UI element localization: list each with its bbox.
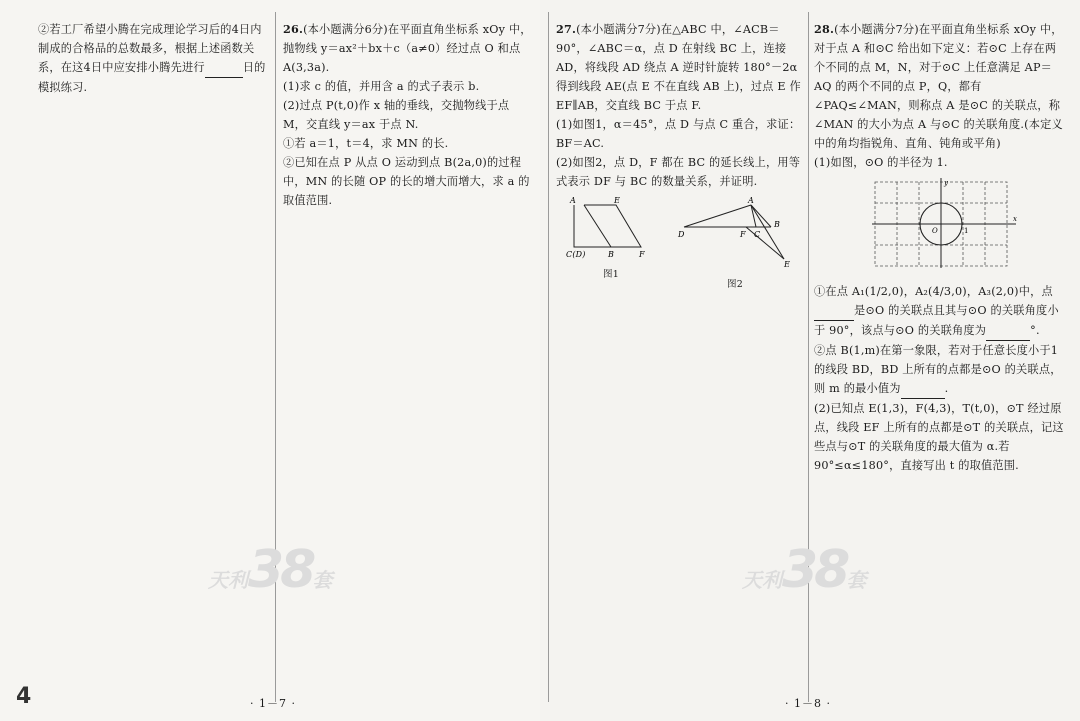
point-label: F <box>639 250 645 259</box>
point-label: A <box>570 197 576 205</box>
point-label: D <box>678 230 685 239</box>
question-text: 日的模拟练习. <box>38 61 266 94</box>
question-28 <box>814 20 1064 475</box>
point-label: F <box>740 230 746 239</box>
question-text: (本小题满分6分)在平面直角坐标系 xOy 中，抛物线 y＝ax²＋bx＋c（a≠0）经过点 O 和点 A(3,3a). <box>283 23 532 74</box>
page-number-right: · 1－8 · <box>785 697 831 710</box>
question-number: 27. <box>556 22 577 36</box>
question-text: ①若 a＝1，t＝4，求 MN 的长. <box>283 137 449 150</box>
corner-page-number: 4 <box>16 684 32 709</box>
figure-row <box>556 197 804 294</box>
answer-blank <box>205 58 243 78</box>
origin-label: O <box>932 227 938 235</box>
point-label: B <box>608 250 615 259</box>
figure-1 <box>566 197 656 294</box>
point-label: C(D) <box>566 250 586 259</box>
brand-watermark: 天利38套 <box>742 540 867 600</box>
question-26 <box>283 20 533 210</box>
question-text: (本小题满分7分)在平面直角坐标系 xOy 中，对于点 A 和⊙C 给出如下定义：若⊙C 上存在两个不同的点 M，N，对于⊙C 上任意满足 AP＝AQ 的两个不同的点 P，Q，都有∠PAQ≤∠MAN，则称点 A 是⊙C 的关联点，称∠MAN 的大小为点 A 与⊙C 的关联角度.(本定义中的角均指锐角、直角、钝角或平角) <box>814 23 1063 150</box>
question-text: (2)如图2，点 D，F 都在 BC 的延长线上，用等式表示 DF 与 BC 的数量关系，并证明. <box>556 156 801 188</box>
column-divider <box>548 12 549 702</box>
question-text: (2)已知点 E(1,3)，F(4,3)，T(t,0)，⊙T 经过原点，线段 EF 上所有的点都是⊙T 的关联点，记这些点与⊙T 的关联角度的最大值为 α.若 90°≤α≤180°，直接写出 t 的取值范围. <box>814 402 1064 472</box>
column-1 <box>38 20 270 97</box>
point-label: E <box>784 260 791 269</box>
question-25-part <box>38 20 270 97</box>
question-text: ①在点 A₁(1/2,0)，A₂(4/3,0)，A₃(2,0)中，点 是⊙O 的关联点且其与⊙O 的关联角度小于 90°，该点与⊙O 的关联角度为 °. <box>814 282 1064 341</box>
question-text: (1)求 c 的值，并用含 a 的式子表示 b. <box>283 80 480 93</box>
unit-label: 1 <box>964 227 969 235</box>
figure-caption: 图2 <box>727 279 743 290</box>
question-text: ②若工厂希望小腾在完成理论学习后的4日内制成的合格品的总数最多，根据上述函数关系，在这4日中应安排小腾先进行 <box>38 23 262 74</box>
point-label: A <box>748 197 754 205</box>
figure-caption: 图1 <box>603 269 619 280</box>
point-label: E <box>614 197 621 205</box>
question-text: (1)如图1，α＝45°，点 D 与点 C 重合，求证：BF＝AC. <box>556 118 801 150</box>
question-27 <box>556 20 804 294</box>
triangle-abc <box>574 205 611 247</box>
question-text: ②已知在点 P 从点 O 运动到点 B(2a,0)的过程中，MN 的长随 OP 的长的增大而增大，求 a 的取值范围. <box>283 156 530 207</box>
question-text: (1)如图，⊙O 的半径为 1. <box>814 156 948 169</box>
axis-label: y <box>944 179 949 187</box>
page-number-left: · 1－7 · <box>250 697 296 710</box>
coordinate-grid <box>870 178 1020 270</box>
question-number: 26. <box>283 22 304 36</box>
question-number: 28. <box>814 22 835 36</box>
question-text: ②点 B(1,m)在第一象限，若对于任意长度小于1的线段 BD，BD 上所有的点都是⊙O 的关联点，则 m 的最小值为 . <box>814 341 1064 399</box>
point-label: C <box>754 230 761 239</box>
question-text: (本小题满分7分)在△ABC 中，∠ACB＝90°，∠ABC＝α，点 D 在射线 BC 上，连接 AD，将线段 AD 绕点 A 逆时针旋转 180°－2α 得到线段 AE(点 E 不在直线 AB 上)，过点 E 作 EF∥AB，交直线 BC 于点 F. <box>556 23 801 112</box>
figure-2 <box>676 197 794 294</box>
parallelogram-line <box>584 205 641 247</box>
point-label: B <box>774 220 781 229</box>
segment-da <box>684 205 751 227</box>
figure-1-diagram <box>566 197 656 259</box>
brand-watermark: 天利38套 <box>208 540 333 600</box>
axis-label: x <box>1013 215 1018 223</box>
coordinate-grid-figure <box>870 178 1064 276</box>
answer-blank <box>986 321 1030 341</box>
figure-2-diagram <box>676 197 794 269</box>
segment-fe <box>746 227 784 259</box>
answer-blank <box>814 301 854 321</box>
answer-blank <box>901 379 945 399</box>
question-text: (2)过点 P(t,0)作 x 轴的垂线，交抛物线于点 M，交直线 y＝ax 于点 N. <box>283 99 510 131</box>
